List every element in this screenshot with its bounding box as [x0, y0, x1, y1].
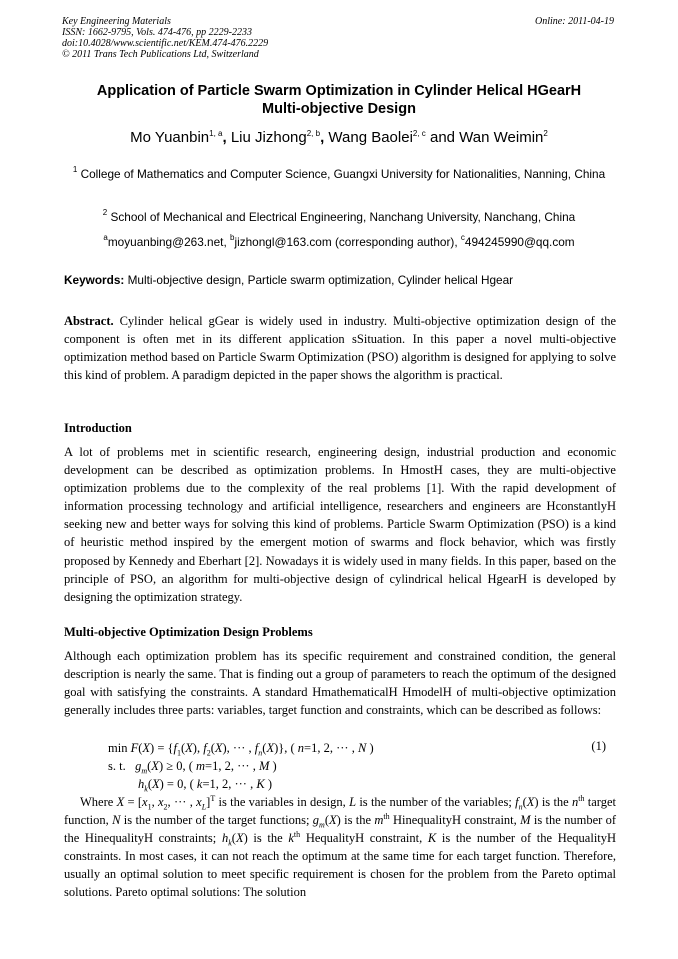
issn-line: ISSN: 1662-9795, Vols. 474-476, pp 2229-2233: [62, 27, 252, 38]
p2-d: is the: [344, 813, 372, 828]
p2-i: is the: [441, 831, 472, 846]
p2-b: target function,: [64, 795, 616, 828]
abstract-text: Cylinder helical gGear is widely used in industry. Multi-objective optimization design of the component is often met in its different application sSituation. In this paper a novel multi-objective optimization method based on Particle Swarm Optimization (PSO) algorithm is designed for applying to solve this kind of problem. A paradigm depicted in the paper shows the algorithm is practical.: [64, 314, 617, 383]
author-4-sup: 2: [543, 129, 548, 138]
keywords: [64, 273, 616, 287]
affiliation-2: [70, 208, 608, 227]
email-a-sup: a: [103, 233, 108, 242]
keywords-text: Multi-objective design, Particle swarm optimization, Cylinder helical Hgear: [127, 273, 514, 287]
p2-l2: is the number of the variables;: [359, 795, 512, 809]
p2-e: HinequalityH constraint,: [392, 813, 517, 828]
introduction-heading: Introduction: [64, 421, 132, 435]
email-a[interactable]: moyuanbing@263.net,: [107, 235, 227, 249]
section2-heading: Multi-objective Optimization Design Problems: [64, 625, 313, 639]
equation-1-objective: $\min F(X) = \{f_1(X)$, $f_2(X)$, ··· , $f_n(X)$}, ( n=1, 2, ··· , N ): [108, 741, 374, 758]
copyright-line: © 2011 Trans Tech Publications Ltd, Switzerland: [62, 49, 259, 60]
eq-st: s. t.: [108, 759, 126, 773]
author-4: and Wan Weimin: [429, 129, 544, 146]
author-2: Liu Jizhong: [230, 129, 307, 146]
author-3: Wang Baolei: [328, 129, 413, 146]
p2-where: Where: [80, 795, 114, 809]
eq-F: F: [130, 741, 139, 755]
keywords-label: Keywords:: [64, 273, 125, 287]
p2-g: is the: [253, 831, 283, 846]
affiliation-1-num: 1: [72, 165, 78, 174]
email-c[interactable]: 494245990@qq.com: [464, 235, 575, 249]
equation-1-number: (1): [591, 739, 606, 753]
affiliation-2-text: School of Mechanical and Electrical Engineering, Nanchang University, Nanchang, China: [110, 210, 576, 224]
abstract: [64, 312, 616, 384]
author-1: Mo Yuanbin: [130, 129, 210, 146]
p2-c: is the number of the target functions;: [123, 813, 310, 828]
p2-tail: number of the HequalityH constraints. In most cases, it can not reach the optimum at the same time for each target function. Therefore, usually an optimal solution to meet specific requirement is chosen for the problem from the Pareto optimal solutions. Pareto optimal solutions: The solution: [64, 831, 617, 900]
eq-min: min: [108, 741, 131, 755]
equation-1-constraint-g: s. t. $g_m(X) \ge 0$, ( m=1, 2, ··· , M ): [108, 759, 277, 776]
affiliation-1-text: College of Mathematics and Computer Science, Guangxi University for Nationalities, Nanning, China: [80, 167, 606, 181]
email-list: [62, 235, 616, 249]
author-list: Mo Yuanbin$^{1, a}$, Liu Jizhong$^{2, b}$, Wang Baolei$^{2, c}$ and Wan Weimin$^2$: [130, 129, 548, 146]
affiliation-1: [70, 165, 608, 184]
author-1-sup: 1, a: [209, 129, 223, 138]
journal-name: Key Engineering Materials: [62, 16, 171, 27]
author-2-sup: 2, b: [306, 129, 321, 138]
p2-l3: is the: [541, 795, 569, 809]
doi-line: doi:10.4028/www.scientific.net/KEM.474-476.2229: [62, 38, 269, 49]
paper-title: [40, 82, 638, 118]
p2-l1: is the variables in design,: [218, 795, 346, 809]
title-line-2: Multi-objective Design: [262, 101, 416, 117]
p2-h: HequalityH constraint,: [305, 831, 423, 846]
email-c-sup: c: [460, 233, 465, 242]
email-b[interactable]: jizhongl@163.com (corresponding author),: [234, 235, 458, 249]
section2-text: Although each optimization problem has its specific requirement and constrained condition, the general description is nearly the same. That is finding out a group of parameters to reach the optimum of the designed goal with satisfying the constraints. A standard HmathematicalH HmodelH of multi-objective optimization generally includes three parts: variables, target function and constraints, which can be described as follows:: [64, 649, 616, 718]
affiliation-2-num: 2: [102, 208, 108, 217]
title-line-1: Application of Particle Swarm Optimization in Cylinder Helical HGearH: [96, 83, 582, 99]
p2-f: is the number of the HinequalityH constraints;: [64, 813, 617, 846]
email-b-sup: b: [230, 233, 235, 242]
equation-1-constraint-h: $h_k(X) = 0$, ( k=1, 2, ··· , K ): [138, 777, 272, 794]
author-3-sup: 2, c: [412, 129, 426, 138]
abstract-label: Abstract.: [64, 314, 114, 328]
section2-paragraph-2: Where $X = [x_1$, $x_2$, ··· , $x_L]^T$ is the variables in design, L is the number of the variables; $f_n(X)$ is the $n^{th}$ target function, N is the number of the target functions; $g_m(X)$ is the $m^{th}$ HinequalityH constraint, M is the number of the HinequalityH constraints; $h_k(X)$ is the $k^{th}$ HequalityH constraint, K is the number of the HequalityH constraints. In most cases, it can not reach the optimum at the same time for each target function. Therefore, usually an optimal solution to meet specific requirement is chosen for the problem from the Pareto optimal solutions. Pareto optimal solutions: The solution: [64, 793, 617, 900]
online-date: Online: 2011-04-19: [535, 16, 614, 27]
introduction-text: A lot of problems met in scientific research, engineering design, industrial production and economic development can be described as optimization problems. In HmostH cases, they are multi-objective optimization problems due to the complexity of the real problems [1]. With the rapid development of information processing technology and artificial intelligence, researchers and engineers are HconstantlyH seeking new and better ways for solving this kind of problems. Particle Swarm Optimization (PSO) is a kind of heuristic method inspired by the emergent motion of swarms and flock behavior, which was firstly proposed by Kennedy and Eberhart [2]. Nowadays it is widely used in many fields. In this paper, based on the principle of PSO, an algorithm for multi-objective design of cylindrical helical HgearH is developed by designing the optimization strategy.: [64, 445, 616, 604]
